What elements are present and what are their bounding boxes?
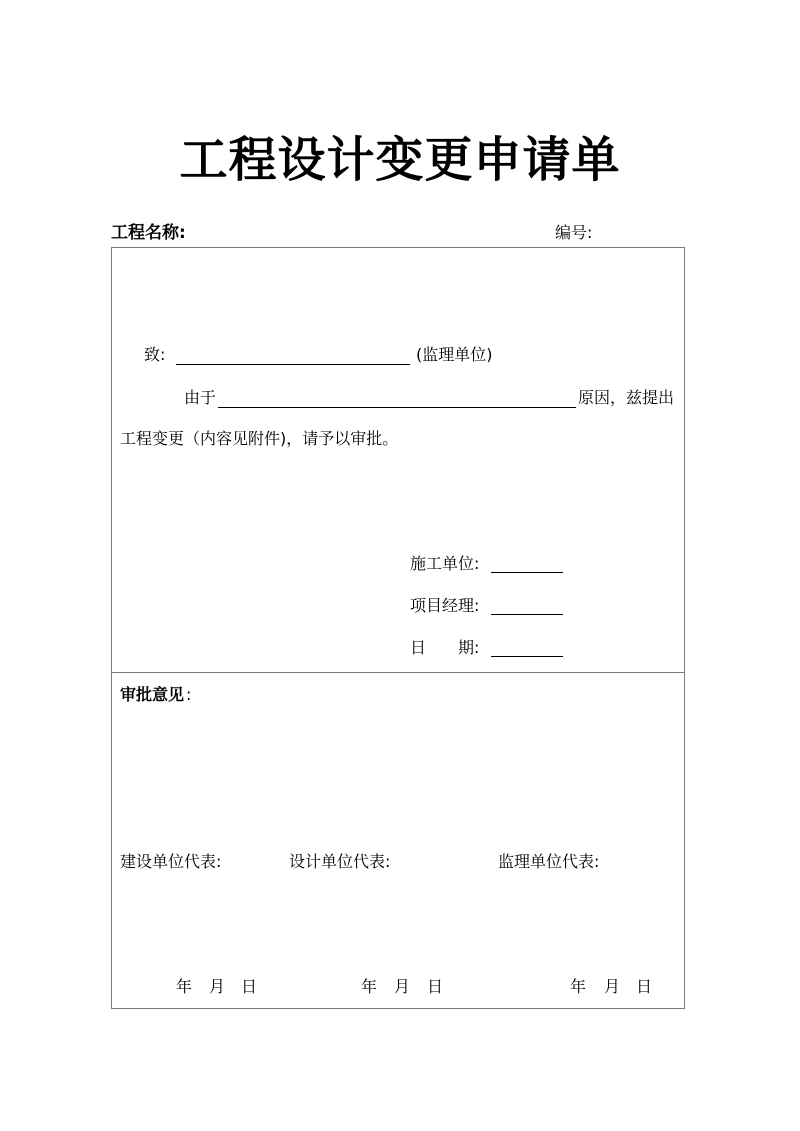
request-statement: 工程变更（内容见附件)，请予以审批。 (120, 429, 399, 448)
owner-rep-label: 建设单位代表: (120, 852, 222, 871)
approval-opinion-label: 审批意见 (120, 685, 185, 704)
supervisor-unit-blank[interactable] (176, 364, 410, 365)
request-date-label: 日 期: (410, 638, 480, 657)
project-name-label: 工程名称: (111, 223, 186, 243)
designer-date-year: 年 (361, 977, 378, 996)
to-label: 致: (144, 345, 166, 364)
designer-date-month: 月 (394, 977, 411, 996)
owner-date-day: 日 (241, 977, 258, 996)
reason-prefix: 由于 (184, 388, 217, 407)
supervisor-date-year: 年 (570, 977, 587, 996)
page-title: 工程设计变更申请单 (179, 132, 621, 188)
supervisor-rep-label: 监理单位代表: (498, 852, 600, 871)
request-date-blank[interactable] (491, 656, 563, 657)
section-divider (112, 672, 684, 673)
designer-date-day: 日 (427, 977, 444, 996)
form-box (111, 247, 685, 1009)
contractor-blank[interactable] (491, 572, 563, 573)
supervisor-date-day: 日 (636, 977, 653, 996)
reason-suffix: 原因，兹提出 (578, 388, 675, 407)
document-number-label: 编号: (555, 223, 593, 242)
owner-date-year: 年 (176, 977, 193, 996)
project-manager-label: 项目经理: (410, 596, 480, 615)
reason-blank[interactable] (218, 407, 576, 408)
supervisor-unit-suffix: (监理单位) (416, 345, 493, 364)
project-manager-blank[interactable] (491, 614, 563, 615)
owner-date-month: 月 (209, 977, 226, 996)
designer-rep-label: 设计单位代表: (289, 852, 391, 871)
supervisor-date-month: 月 (604, 977, 621, 996)
approval-opinion-colon: : (186, 685, 192, 704)
contractor-label: 施工单位: (410, 554, 480, 573)
